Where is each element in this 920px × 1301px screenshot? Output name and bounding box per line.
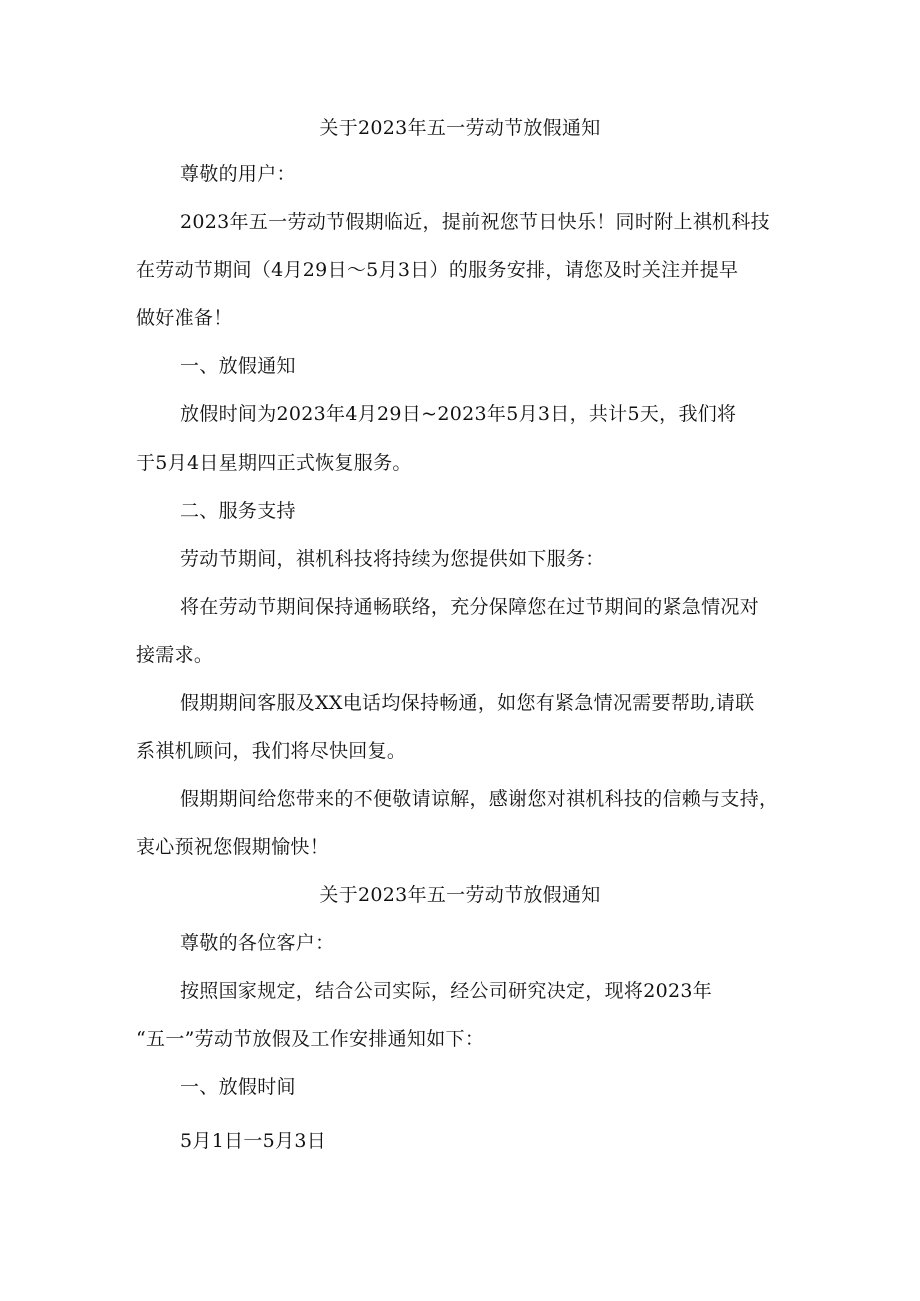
notice1-section2-para3-line1: 假期期间客服及XX电话均保持畅通，如您有紧急情况需要帮助,请联 [180,692,755,714]
notice1-section1-heading: 一、放假通知 [180,355,296,377]
notice2-greeting: 尊敬的各位客户： [180,932,335,954]
notice1-intro-line1: 2023年五一劳动节假期临近，提前祝您节日快乐！同时附上祺机科技 [180,211,770,233]
notice1-section1-line1: 放假时间为2023年4月29日~2023年5月3日，共计5天，我们将 [180,403,737,425]
notice2-title: 关于2023年五一劳动节放假通知 [319,884,601,906]
notice1-section2-para2-line2: 接需求。 [136,644,214,666]
notice2-intro-line1: 按照国家规定，结合公司实际，经公司研究决定，现将2023年 [180,980,713,1002]
notice1-closing-line2: 衷心预祝您假期愉快！ [136,836,330,858]
notice2-intro-line2: “五一”劳动节放假及工作安排通知如下： [136,1028,485,1050]
notice1-intro-line3: 做好准备！ [136,307,233,329]
notice1-section2-para3-line2: 系祺机顾问，我们将尽快回复。 [136,740,407,762]
notice2-section1-text: 5月1日一5月3日 [180,1130,327,1152]
notice1-section2-para2-line1: 将在劳动节期间保持通畅联络，充分保障您在过节期间的紧急情况对 [180,596,760,618]
notice1-section2-heading: 二、服务支持 [180,500,296,522]
notice1-intro-line2: 在劳动节期间（4月29日～5月3日）的服务安排，请您及时关注并提早 [136,259,739,281]
notice1-section2-para1: 劳动节期间，祺机科技将持续为您提供如下服务： [180,548,605,570]
notice1-closing-line1: 假期期间给您带来的不便敬请谅解，感谢您对祺机科技的信赖与支持， [180,788,779,810]
notice1-section1-line2: 于5月4日星期四正式恢复服务。 [136,452,412,474]
notice2-section1-heading: 一、放假时间 [180,1076,296,1098]
notice1-title: 关于2023年五一劳动节放假通知 [319,117,601,139]
notice1-greeting: 尊敬的用户： [180,163,296,185]
